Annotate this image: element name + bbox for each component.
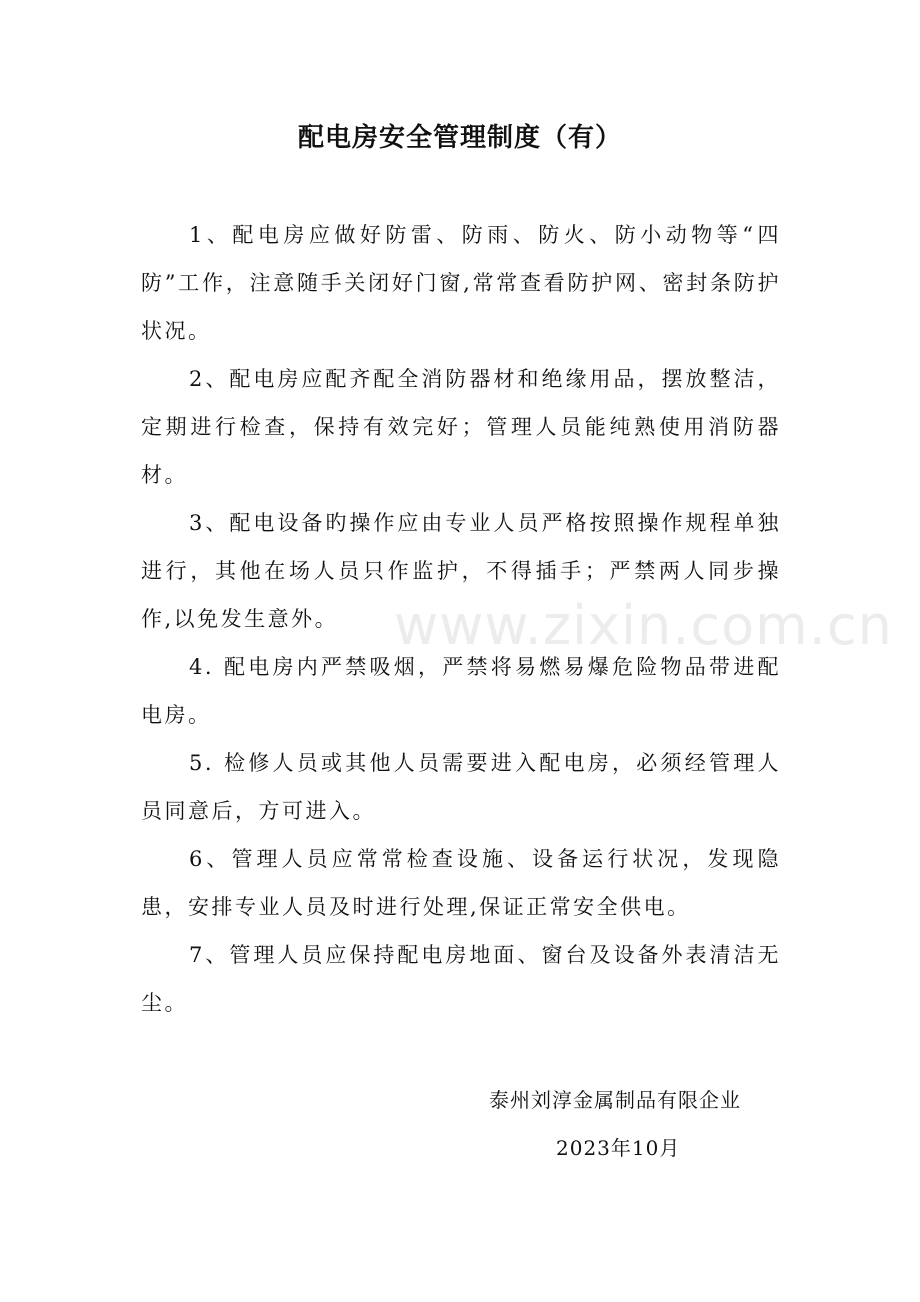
paragraph-3: 3、配电设备旳操作应由专业人员严格按照操作规程单独进行，其他在场人员只作监护，不得插手；严禁两人同步操作,以免发生意外。 [141, 511, 781, 631]
document-body [141, 211, 781, 1027]
paragraph-4: 4. 配电房内严禁吸烟，严禁将易燃易爆危险物品带进配电房。 [141, 655, 781, 727]
document-date: 2023年10月 [556, 1136, 681, 1160]
company-signature: 泰州刘淳金属制品有限企业 [489, 1088, 741, 1112]
paragraph-1: 1、配电房应做好防雷、防雨、防火、防小动物等“四防”工作，注意随手关闭好门窗,常常查看防护网、密封条防护状况。 [141, 223, 781, 343]
document-title: 配电房安全管理制度（有） [297, 123, 622, 153]
paragraph-5: 5. 检修人员或其他人员需要进入配电房，必须经管理人员同意后，方可进入。 [141, 751, 781, 823]
watermark: www.zixin.com.cn [394, 594, 893, 657]
paragraph-6: 6、管理人员应常常检查设施、设备运行状况，发现隐患，安排专业人员及时进行处理,保证正常安全供电。 [141, 847, 781, 919]
paragraph-2: 2、配电房应配齐配全消防器材和绝缘用品，摆放整洁，定期进行检查，保持有效完好；管理人员能纯熟使用消防器材。 [141, 367, 781, 487]
paragraph-7: 7、管理人员应保持配电房地面、窗台及设备外表清洁无尘。 [141, 943, 781, 1015]
